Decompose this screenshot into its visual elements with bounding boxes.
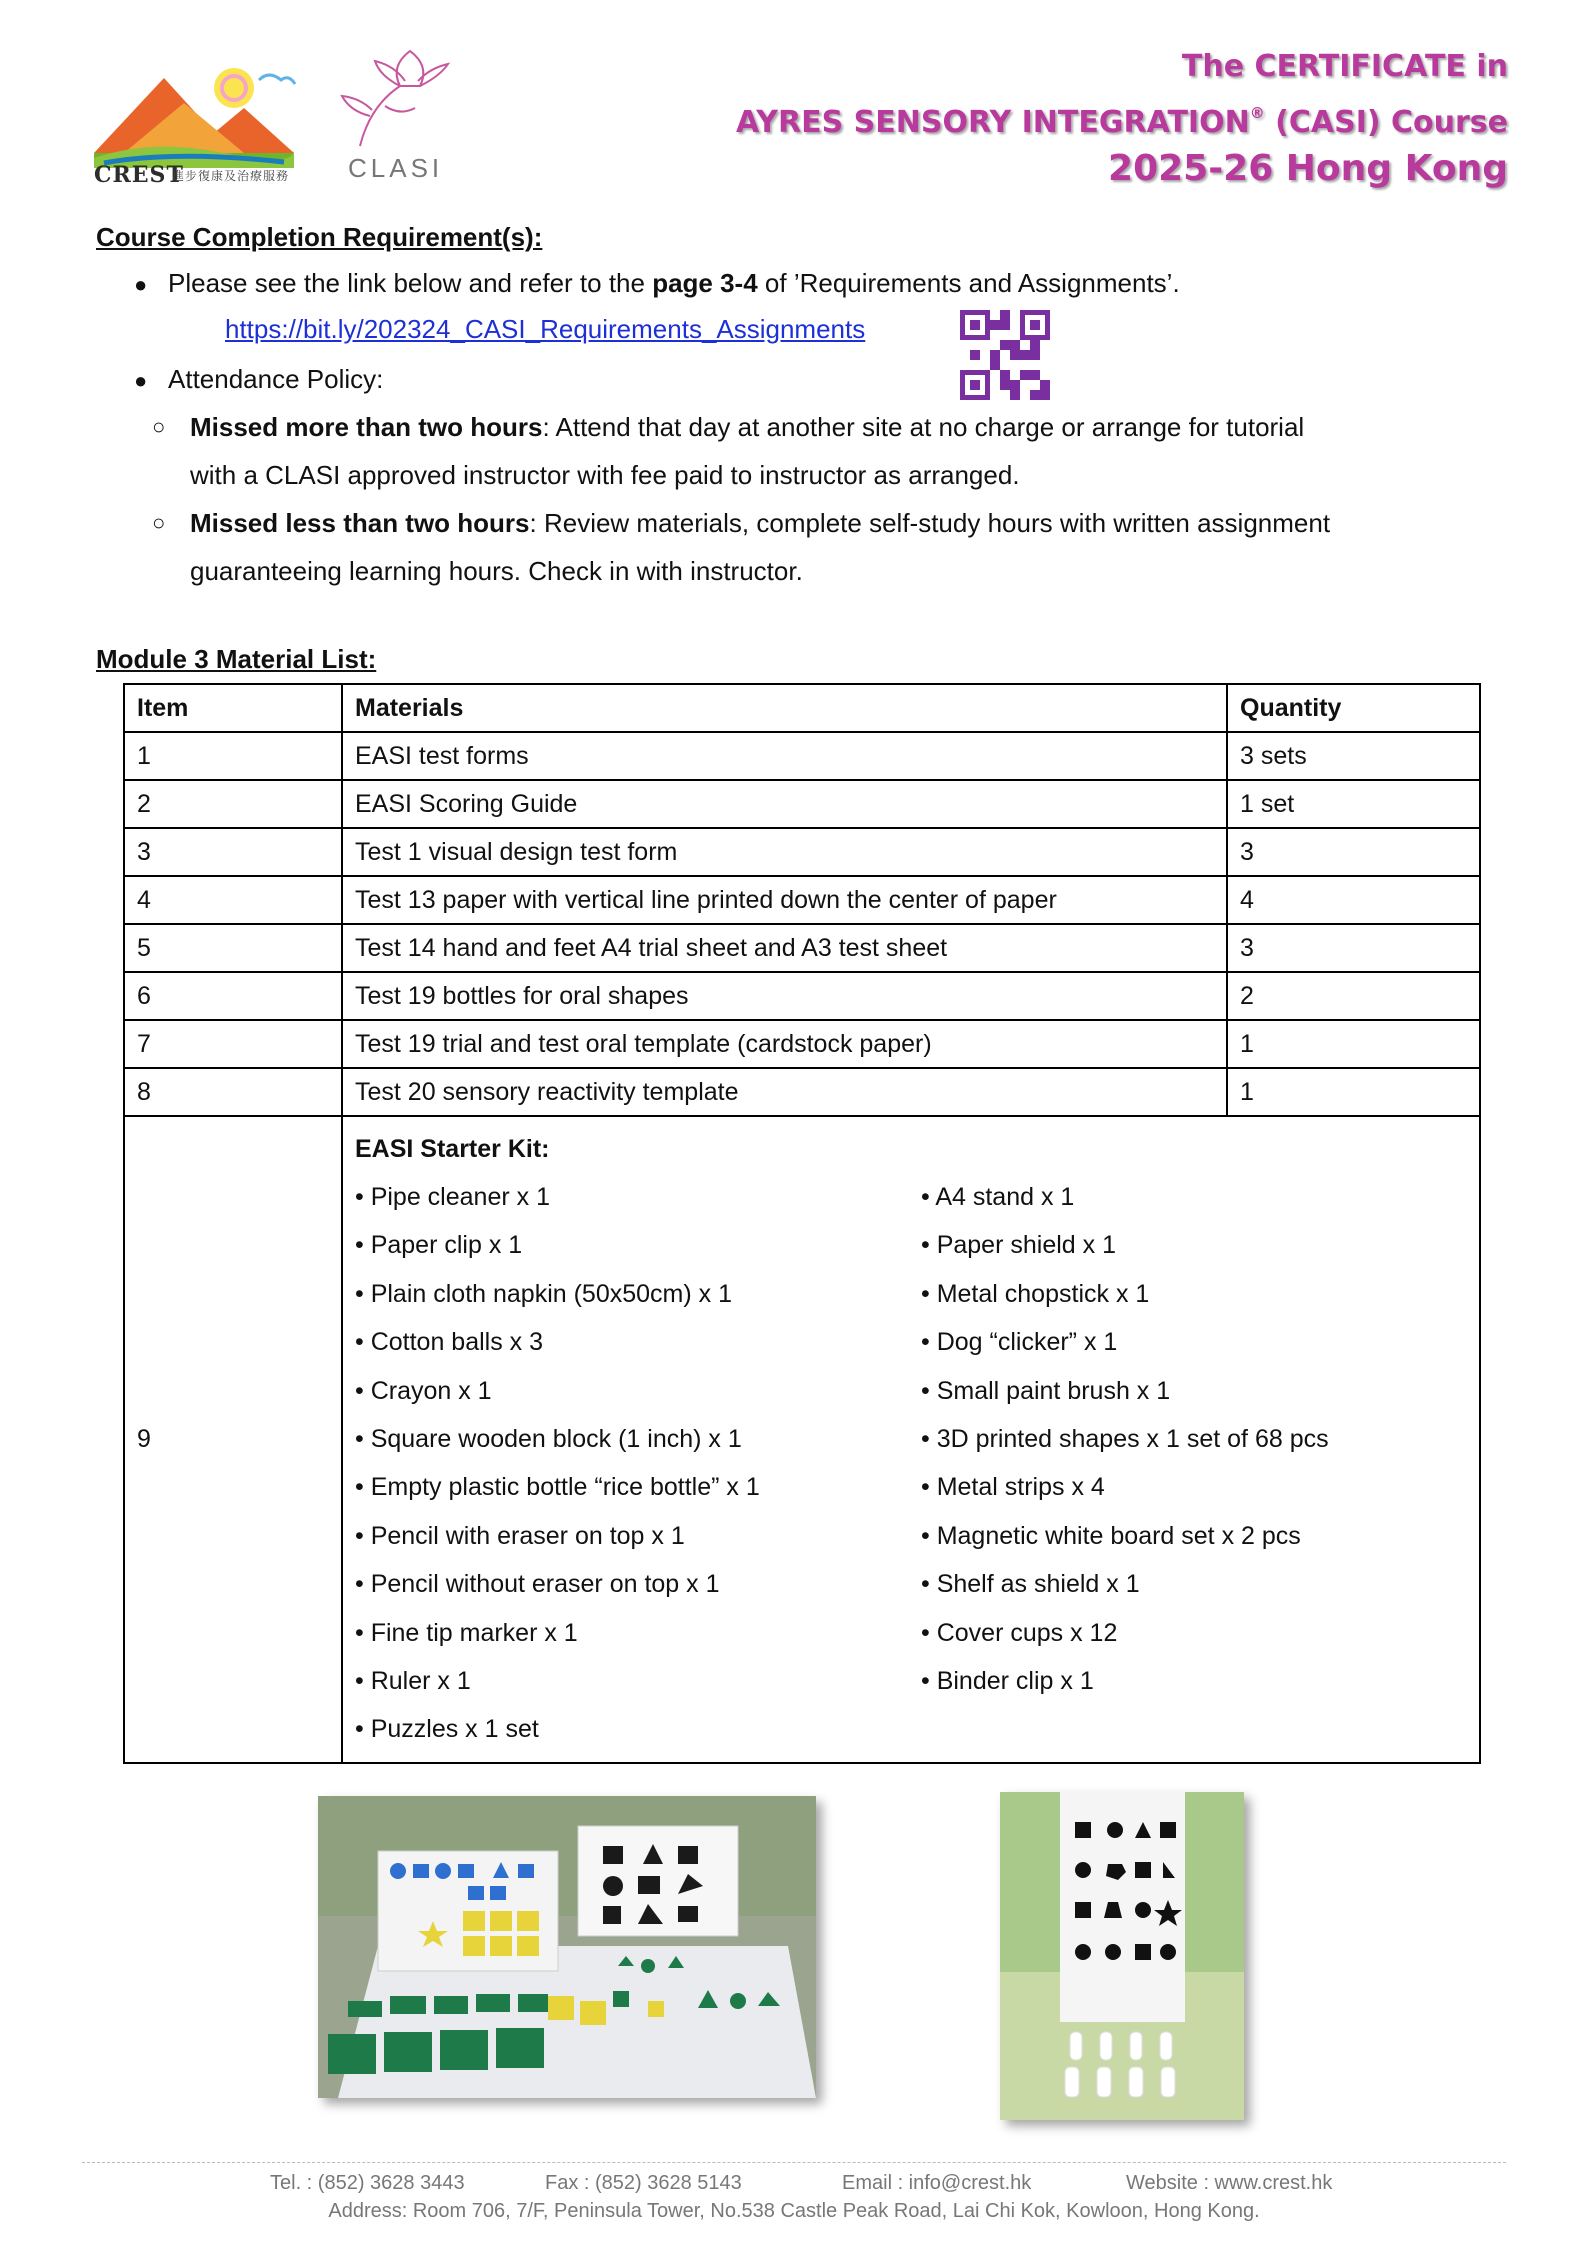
missed-less-text-1: : Review materials, complete self-study hours with written assignment (529, 508, 1331, 538)
column-header-quantity: Quantity (1227, 684, 1480, 732)
material-quantity: 1 (1227, 1068, 1480, 1116)
material-quantity: 2 (1227, 972, 1480, 1020)
list-item: • Paper shield x 1 (921, 1231, 1116, 1260)
item-number: 8 (124, 1068, 342, 1116)
item-number: 6 (124, 972, 342, 1020)
shapes-board-photo (1000, 1792, 1244, 2120)
list-item: • 3D printed shapes x 1 set of 68 pcs (921, 1425, 1329, 1454)
list-item: • Magnetic white board set x 2 pcs (921, 1521, 1301, 1550)
list-item: • Paper clip x 1 (355, 1231, 523, 1260)
qr-code-icon (960, 310, 1050, 400)
item-number: 2 (124, 780, 342, 828)
list-item: • Square wooden block (1 inch) x 1 (355, 1425, 742, 1454)
starter-kit-title: EASI Starter Kit: (355, 1135, 550, 1163)
missed-more-bold: Missed more than two hours (190, 412, 543, 442)
footer-fax: Fax : (852) 3628 5143 (545, 2172, 742, 2194)
list-item: • Cover cups x 12 (921, 1618, 1118, 1647)
list-item: • Small paint brush x 1 (921, 1376, 1171, 1405)
crest-logo-text: CREST (94, 162, 184, 188)
material-name: Test 19 bottles for oral shapes (342, 972, 1227, 1020)
sub-bullet-circle-icon: ○ (152, 414, 166, 439)
material-name: Test 1 visual design test form (342, 828, 1227, 876)
completion-heading: Course Completion Requirement(s): (96, 222, 543, 252)
completion-line-1-text: Please see the link below and refer to the (168, 268, 653, 298)
list-item: • Puzzles x 1 set (355, 1715, 539, 1744)
table-row (124, 828, 1480, 876)
completion-line-1 (168, 266, 1180, 300)
missed-more-line-2: with a CLASI approved instructor with fee paid to instructor as arranged. (190, 460, 1020, 490)
list-item: • Metal chopstick x 1 (921, 1279, 1150, 1308)
table-header-row (124, 684, 1480, 732)
bullet-dot-icon: ● (134, 368, 148, 393)
footer-address: Address: Room 706, 7/F, Peninsula Tower, No.538 Castle Peak Road, Lai Chi Kok, Kowloon, Hong Kong. (328, 2200, 1260, 2222)
item-number: 7 (124, 1020, 342, 1068)
starter-kit-photo (318, 1796, 816, 2098)
table-row (124, 1020, 1480, 1068)
table-row-starter-kit (124, 1116, 1480, 1763)
completion-line-1-bold: page 3-4 (652, 268, 758, 298)
table-row (124, 972, 1480, 1020)
missed-more-line-1 (190, 410, 1304, 444)
list-item: • Empty plastic bottle “rice bottle” x 1 (355, 1473, 760, 1502)
list-item: • Shelf as shield x 1 (921, 1570, 1140, 1599)
starter-kit-left-list (355, 1173, 921, 1754)
clasi-logo-text: CLASI (348, 153, 444, 183)
material-quantity: 3 (1227, 924, 1480, 972)
list-item: • Crayon x 1 (355, 1376, 492, 1405)
title-line-2-main: AYRES SENSORY INTEGRATION (735, 105, 1250, 140)
requirements-link[interactable]: https://bit.ly/202324_CASI_Requirements_Assignments (225, 314, 866, 344)
starter-kit-cell (342, 1116, 1480, 1763)
list-item: • Pencil with eraser on top x 1 (355, 1521, 685, 1550)
item-number: 4 (124, 876, 342, 924)
table-row (124, 876, 1480, 924)
course-title (736, 44, 1508, 192)
list-item: • Plain cloth napkin (50x50cm) x 1 (355, 1279, 732, 1308)
table-row (124, 780, 1480, 828)
footer-tel: Tel. : (852) 3628 3443 (270, 2172, 465, 2194)
missed-more-text-1: : Attend that day at another site at no charge or arrange for tutorial (542, 412, 1305, 442)
materials-heading: Module 3 Material List: (96, 644, 377, 674)
material-quantity: 3 sets (1227, 732, 1480, 780)
completion-line-1-tail: of ’Requirements and Assignments’. (757, 268, 1180, 298)
list-item: • A4 stand x 1 (921, 1183, 1075, 1211)
material-name: Test 13 paper with vertical line printed down the center of paper (342, 876, 1227, 924)
title-line-2 (736, 90, 1508, 146)
list-item: • Binder clip x 1 (921, 1667, 1094, 1696)
material-name: EASI test forms (342, 732, 1227, 780)
missed-less-bold: Missed less than two hours (190, 508, 530, 538)
crest-logo (94, 58, 344, 188)
material-name: Test 19 trial and test oral template (cardstock paper) (342, 1020, 1227, 1068)
material-name: Test 20 sensory reactivity template (342, 1068, 1227, 1116)
list-item: • Cotton balls x 3 (355, 1328, 544, 1357)
material-quantity: 1 (1227, 1020, 1480, 1068)
list-item: • Ruler x 1 (355, 1667, 471, 1696)
item-number: 3 (124, 828, 342, 876)
footer-divider (82, 2162, 1506, 2163)
footer-website[interactable]: Website : www.crest.hk (1126, 2172, 1333, 2194)
list-item: • Fine tip marker x 1 (355, 1618, 578, 1647)
starter-kit-right-list (921, 1173, 1421, 1754)
column-header-item: Item (124, 684, 342, 732)
material-name: EASI Scoring Guide (342, 780, 1227, 828)
table-row (124, 1068, 1480, 1116)
title-line-1: The CERTIFICATE in (1181, 49, 1508, 84)
missed-less-line-2: guaranteeing learning hours. Check in with instructor. (190, 556, 803, 586)
item-number: 1 (124, 732, 342, 780)
item-number: 5 (124, 924, 342, 972)
table-row (124, 732, 1480, 780)
table-row (124, 924, 1480, 972)
item-number: 9 (124, 1116, 342, 1763)
attendance-label: Attendance Policy: (168, 364, 384, 394)
bullet-dot-icon: ● (134, 272, 148, 297)
material-quantity: 3 (1227, 828, 1480, 876)
list-item: • Metal strips x 4 (921, 1473, 1105, 1502)
crest-mountain-icon (94, 58, 344, 168)
sub-bullet-circle-icon: ○ (152, 510, 166, 535)
material-quantity: 4 (1227, 876, 1480, 924)
clasi-logo (330, 46, 480, 186)
list-item: • Pipe cleaner x 1 (355, 1183, 550, 1211)
title-line-3: 2025-26 Hong Kong (1108, 148, 1508, 189)
lotus-flower-icon (330, 46, 480, 156)
crest-logo-chinese: 進步復康及治療服務 (172, 169, 290, 183)
material-quantity: 1 set (1227, 780, 1480, 828)
material-name: Test 14 hand and feet A4 trial sheet and A3 test sheet (342, 924, 1227, 972)
footer-email[interactable]: Email : info@crest.hk (842, 2172, 1032, 2194)
column-header-materials: Materials (342, 684, 1227, 732)
title-line-2-tail: (CASI) Course (1264, 105, 1508, 140)
list-item: • Dog “clicker” x 1 (921, 1328, 1118, 1357)
missed-less-line-1 (190, 506, 1330, 540)
materials-table (123, 683, 1481, 1764)
registered-mark: ® (1249, 104, 1265, 122)
list-item: • Pencil without eraser on top x 1 (355, 1570, 720, 1599)
